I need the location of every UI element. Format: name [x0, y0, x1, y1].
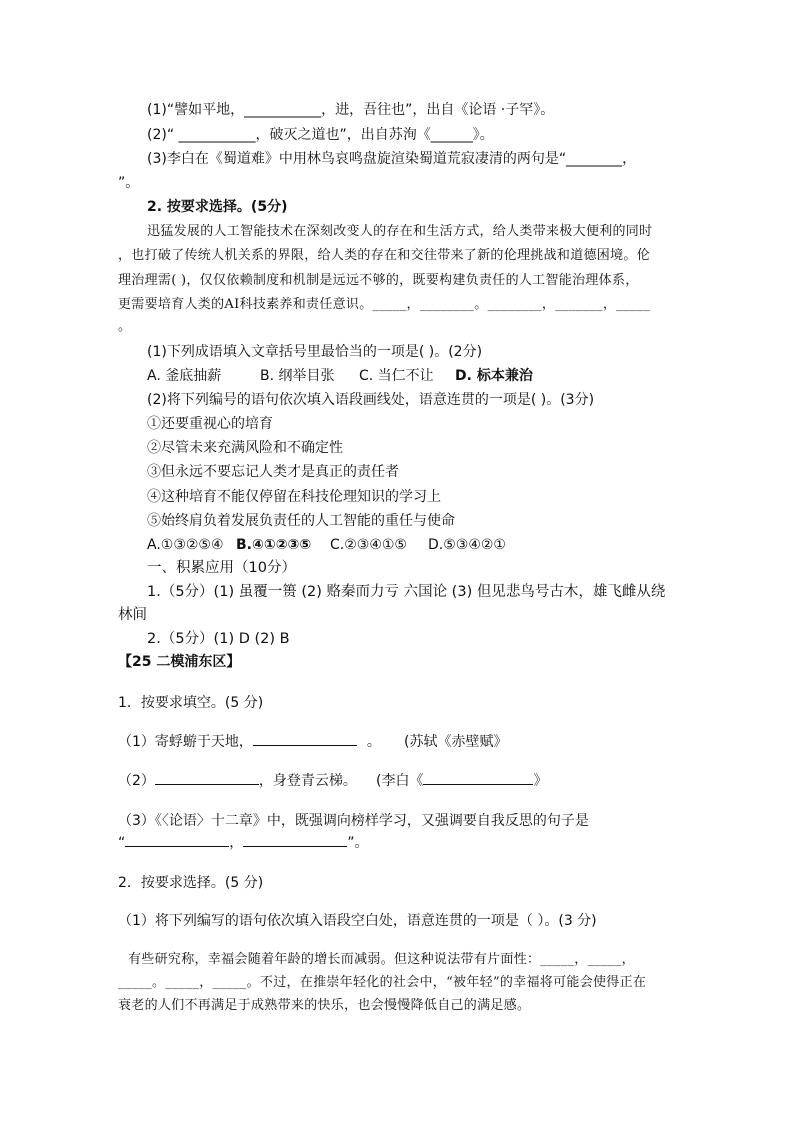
fill-item-1: [118, 731, 381, 753]
passage-line: 更需要培育人类的AI科技素养和责任意识。_____，________。________，_______，_____: [118, 297, 651, 312]
bottom-passage-line: 衰老的人们不再满足于成熟带来的快乐，也会慢慢降低自己的满足感。: [118, 998, 531, 1013]
fill-item-2-label: （2）: [118, 773, 155, 789]
option-b: B. 纲举目张: [260, 368, 335, 384]
open-quote: “: [118, 835, 126, 851]
fill-item-3-blanks: [118, 832, 369, 854]
fill-item-1-source: (苏轼《赤壁赋》: [404, 734, 508, 750]
sub-question-2: (2)将下列编号的语句依次填入语段画线处，语意连贯的一项是( )。(3分): [147, 392, 595, 408]
section-2-title: 2. 按要求选择。(5分): [147, 199, 288, 215]
section-title: 【25 二模浦东区】: [118, 654, 241, 670]
statement-item: ①还要重视心的培育: [147, 416, 273, 432]
fill-question-title: 1．按要求填空。(5 分): [118, 695, 264, 711]
close-quote: ”。: [347, 835, 369, 851]
statement-item: ③但永远不要忘记人类才是真正的责任者: [147, 464, 399, 480]
answer-blank: [243, 832, 347, 847]
fill-item-2-source: [376, 770, 547, 792]
passage-line: ，也打破了传统人机关系的界限，给人类的存在和交往带来了新的伦理挑战和道德困境。伦: [118, 248, 651, 263]
option-a: A. 釜底抽薪: [147, 368, 222, 384]
fill-item-1-end: 。: [366, 734, 381, 750]
top-question-2: (2)“ ___________，破灭之道也”，出自苏洵《______》。: [147, 127, 494, 143]
fill-item-2-text: ，身登青云梯。: [258, 773, 357, 789]
passage-line: 理治理需( )，仅仅依赖制度和机制是远远不够的，既要构建负责任的人工智能治理体系，: [118, 273, 639, 288]
sub-question-1: (1)下列成语填入文章括号里最恰当的一项是( )。(2分): [147, 344, 483, 360]
choice-d: D.⑤③④②①: [428, 537, 506, 553]
bottom-passage-line: 有些研究称，幸福会随着年龄的增长而减弱。但这种说法带有片面性：_____，_____，: [128, 952, 635, 967]
statement-item: ②尽管未来充满风险和不确定性: [147, 440, 343, 456]
answer-1-continued: 林间: [118, 607, 147, 623]
answer-blank: [125, 832, 229, 847]
fill-item-2: [118, 770, 357, 792]
comma: ，: [229, 835, 244, 851]
fill-item-3: （3）《〈论语〉十二章》中，既强调向榜样学习，又强调要自我反思的句子是: [118, 813, 589, 829]
top-question-3: (3)李白在《蜀道难》中用林鸟哀鸣盘旋渲染蜀道荒寂凄清的两句是“________，: [147, 151, 637, 167]
fill-item-1-text: （1）寄蜉蝣于天地，: [118, 734, 253, 750]
choice-question-title: 2．按要求选择。(5 分): [118, 875, 264, 891]
answer-2: 2.（5分）(1) D (2) B: [147, 631, 290, 647]
statement-item: ⑤始终肩负着发展负责任的人工智能的重任与使命: [147, 513, 455, 529]
fill-item-2-source-open: (李白《: [376, 773, 424, 789]
choice-a: A.①③②⑤④: [147, 537, 224, 553]
answer-blank: [423, 770, 533, 785]
answer-blank: [253, 731, 357, 746]
statement-item: ④这种培育不能仅停留在科技伦理知识的学习上: [147, 489, 441, 505]
fill-item-2-source-close: 》: [533, 773, 548, 789]
top-question-3-end: ”。: [118, 175, 140, 191]
choice-b: B.④①②③⑤: [236, 537, 312, 553]
top-question-1: (1)“譬如平地，___________，进，吾往也”，出自《论语 ·子罕》。: [147, 102, 555, 118]
answer-1: 1.（5分）(1) 虽覆一篑 (2) 赂秦而力亏 六国论 (3) 但见悲鸟号古木，雄飞雌从绕: [147, 584, 666, 600]
answer-blank: [155, 770, 259, 785]
passage-line: 迅猛发展的人工智能技术在深刻改变人的存在和生活方式，给人类带来极大便利的同时: [147, 224, 653, 239]
answers-heading: 一、积累应用（10分）: [147, 560, 296, 576]
choice-c: C.②③④①⑤: [330, 537, 407, 553]
option-c: C. 当仁不让: [359, 368, 434, 384]
passage-line: 。: [118, 319, 132, 334]
bottom-passage-line: _____。_____，_____。不过，在推崇年轻化的社会中，“被年轻”的幸福将可能会使得正在: [118, 975, 647, 990]
option-d: D. 标本兼治: [455, 368, 533, 384]
choice-sub-question-1: （1）将下列编写的语句依次填入语段空白处，语意连贯的一项是（ ）。(3 分): [118, 913, 597, 929]
